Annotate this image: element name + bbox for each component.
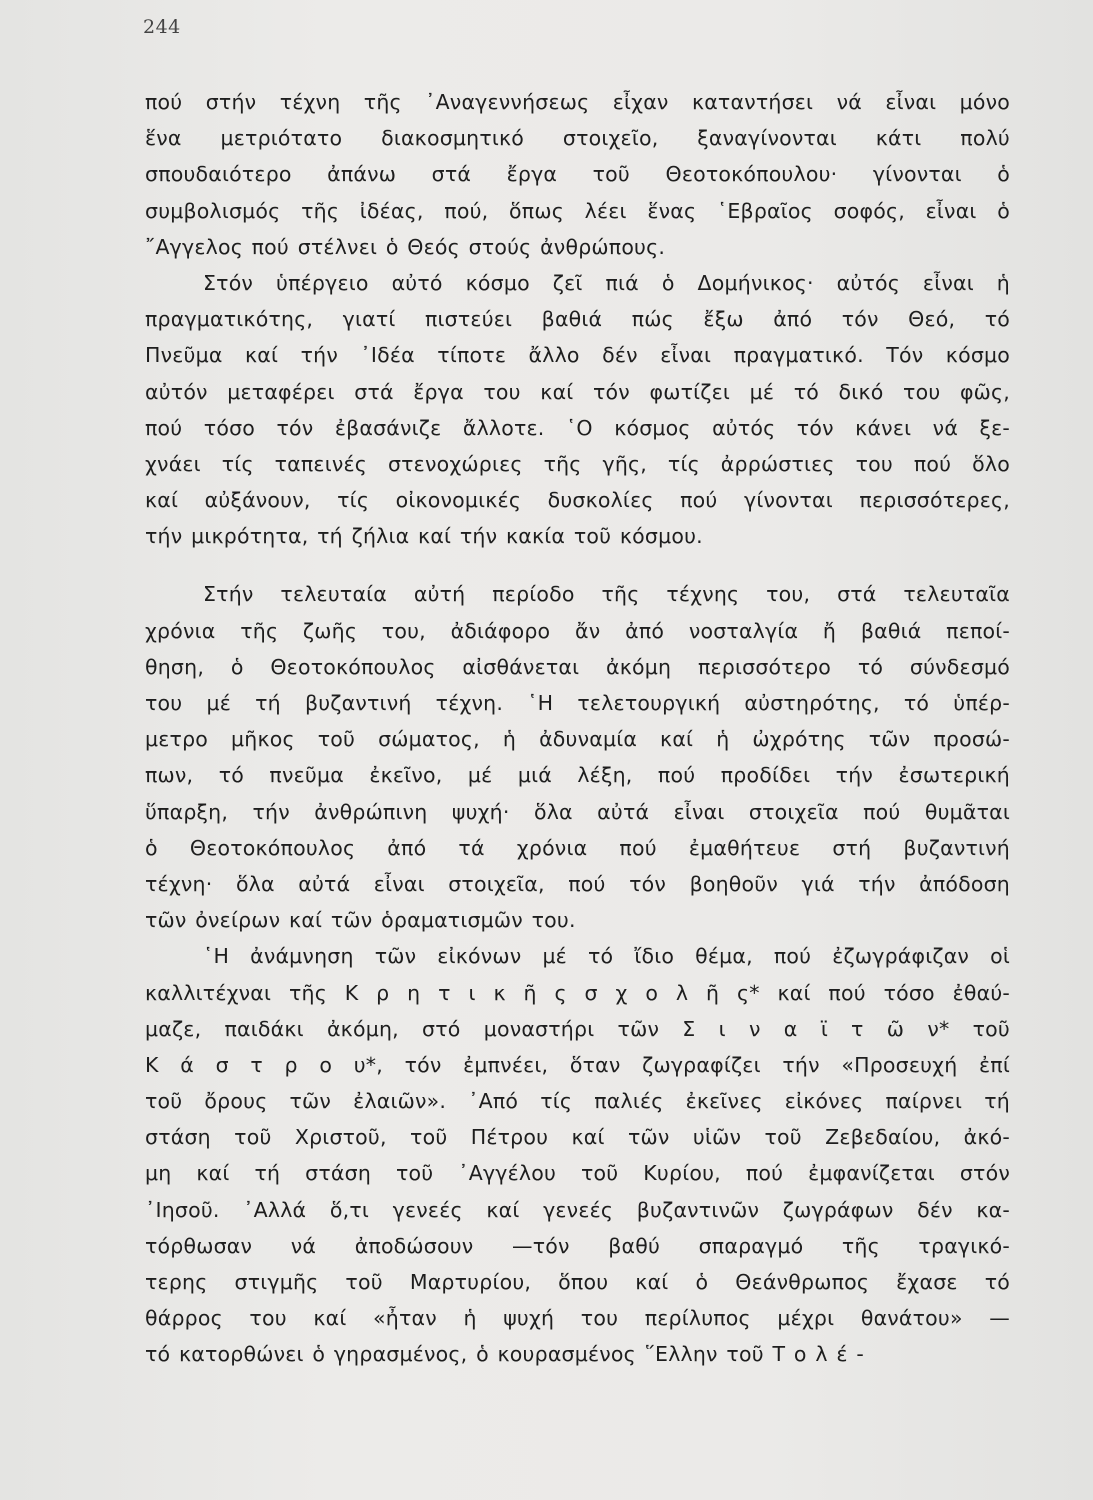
text-line: Στήν τελευταία αὐτή περίοδο τῆς τέχνης του, στά τελευταῖα [203, 582, 1010, 607]
paragraph-gap [145, 554, 1010, 576]
text-line: ῾Η ἀνάμνηση τῶν εἰκόνων μέ τό ἴδιο θέμα, πού ἐζωγράφιζαν οἱ [203, 944, 1010, 969]
text-line: Στόν ὑπέργειο αὐτό κόσμο ζεῖ πιά ὁ Δομήνικος· αὐτός εἶναι ἡ [203, 270, 1010, 295]
text-line: πραγματικότης, γιατί πιστεύει βαθιά πώς ἔξω ἀπό τόν Θεό, τό [145, 307, 1010, 332]
paragraph [145, 84, 1010, 265]
paragraph [145, 265, 1010, 555]
text-line: μετρο μῆκος τοῦ σώματος, ἡ ἀδυναμία καί ἡ ὠχρότης τῶν προσώ- [145, 727, 1010, 752]
page-number: 244 [143, 16, 181, 38]
text-line: ὕπαρξη, τήν ἀνθρώπινη ψυχή· ὅλα αὐτά εἶναι στοιχεῖα πού θυμᾶται [145, 799, 1010, 824]
text-line: πού τόσο τόν ἐβασάνιζε ἄλλοτε. ῾Ο κόσμος αὐτός τόν κάνει νά ξε- [145, 415, 1010, 440]
text-line: τῶν ὀνείρων καί τῶν ὁραματισμῶν του. [145, 908, 576, 933]
text-line: τερης στιγμῆς τοῦ Μαρτυρίου, ὅπου καί ὁ Θεάνθρωπος ἔχασε τό [145, 1270, 1010, 1294]
text-line: ἕνα μετριότατο διακοσμητικό στοιχεῖο, ξαναγίνονται κάτι πολύ [145, 126, 1010, 151]
text-line: τόρθωσαν νά ἀποδώσουν —τόν βαθύ σπαραγμό τῆς τραγικό- [145, 1233, 1010, 1258]
text-line: τό κατορθώνει ὁ γηρασμένος, ὁ κουρασμένος ῞Ελλην τοῦ Τ ο λ έ - [145, 1342, 865, 1367]
paragraph [145, 938, 1010, 1372]
text-line: θάρρος του καί «ἦταν ἡ ψυχή του περίλυπος μέχρι θανάτου» — [145, 1306, 1010, 1331]
text-line: Πνεῦμα καί τήν ᾿Ιδέα τίποτε ἄλλο δέν εἶναι πραγματικό. Τόν κόσμο [145, 343, 1010, 368]
body-text [145, 84, 1010, 1373]
text-line: ὁ Θεοτοκόπουλος ἀπό τά χρόνια πού ἐμαθήτευε στή βυζαντινή [145, 835, 1010, 860]
text-line: ῎Αγγελος πού στέλνει ὁ Θεός στούς ἀνθρώπους. [145, 234, 666, 259]
text-line: τήν μικρότητα, τή ζήλια καί τήν κακία τοῦ κόσμου. [145, 524, 703, 549]
text-line: χνάει τίς ταπεινές στενοχώριες τῆς γῆς, τίς ἀρρώστιες του πού ὅλο [145, 451, 1010, 476]
text-line: συμβολισμός τῆς ἰδέας, πού, ὅπως λέει ἕνας ῾Εβραῖος σοφός, εἶναι ὁ [145, 198, 1010, 223]
text-line: αὐτόν μεταφέρει στά ἔργα του καί τόν φωτίζει μέ τό δικό του φῶς, [145, 379, 1010, 404]
text-line: στάση τοῦ Χριστοῦ, τοῦ Πέτρου καί τῶν υἱῶν τοῦ Ζεβεδαίου, ἀκό- [145, 1125, 1010, 1150]
text-line: του μέ τή βυζαντινή τέχνη. ῾Η τελετουργική αὐστηρότης, τό ὑπέρ- [145, 691, 1010, 715]
text-line: μαζε, παιδάκι ἀκόμη, στό μοναστήρι τῶν Σ ι ν α ϊ τ ῶ ν* τοῦ [145, 1016, 1010, 1041]
text-line: σπουδαιότερο ἀπάνω στά ἔργα τοῦ Θεοτοκόπουλου· γίνονται ὁ [145, 162, 1010, 187]
text-line: τέχνη· ὅλα αὐτά εἶναι στοιχεῖα, πού τόν βοηθοῦν γιά τήν ἀπόδοση [145, 871, 1010, 896]
text-line: Κ ά σ τ ρ ο υ*, τόν ἐμπνέει, ὅταν ζωγραφίζει τήν «Προσευχή ἐπί [145, 1052, 1010, 1077]
text-line: πού στήν τέχνη τῆς ᾿Αναγεννήσεως εἶχαν καταντήσει νά εἶναι μόνο [145, 90, 1010, 114]
text-line: μη καί τή στάση τοῦ ᾿Αγγέλου τοῦ Κυρίου, πού ἐμφανίζεται στόν [145, 1161, 1010, 1186]
text-line: χρόνια τῆς ζωῆς του, ἀδιάφορο ἄν ἀπό νοσταλγία ἤ βαθιά πεποί- [145, 618, 1010, 643]
text-line: ᾿Ιησοῦ. ᾿Αλλά ὅ,τι γενεές καί γενεές βυζαντινῶν ζωγράφων δέν κα- [145, 1197, 1010, 1222]
paragraph [145, 576, 1010, 938]
text-line: πων, τό πνεῦμα ἐκεῖνο, μέ μιά λέξη, πού προδίδει τήν ἐσωτερική [145, 763, 1010, 788]
text-line: καί αὐξάνουν, τίς οἰκονομικές δυσκολίες πού γίνονται περισσότερες, [145, 488, 1010, 513]
text-line: τοῦ ὄρους τῶν ἐλαιῶν». ᾿Από τίς παλιές ἐκεῖνες εἰκόνες παίρνει τή [145, 1089, 1010, 1114]
text-line: καλλιτέχναι τῆς Κ ρ η τ ι κ ῆ ς σ χ ο λ ῆ ς* καί πού τόσο ἐθαύ- [145, 980, 1010, 1005]
text-line: θηση, ὁ Θεοτοκόπουλος αἰσθάνεται ἀκόμη περισσότερο τό σύνδεσμό [145, 654, 1010, 679]
